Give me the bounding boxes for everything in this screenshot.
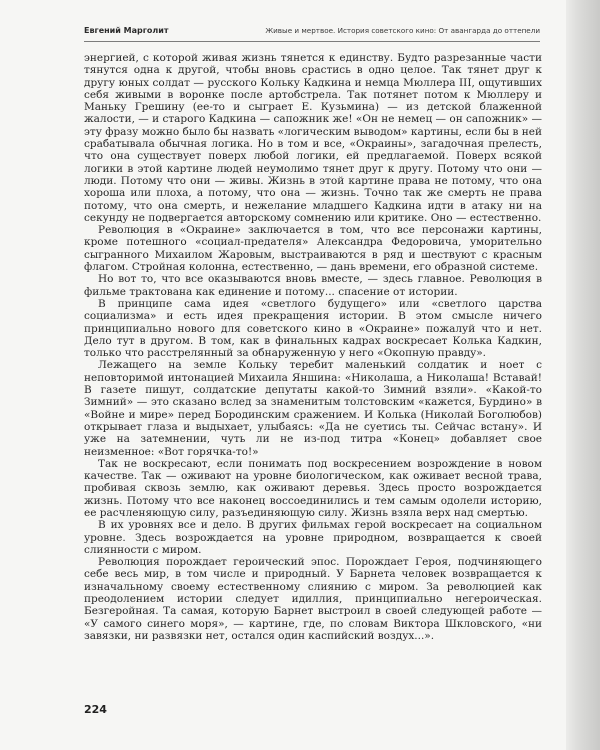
paragraph: энергией, с которой живая жизнь тянется к единству. Будто разрезанные части тянутся одна к другой, чтобы вновь срастись в одно целое. Так тянет друг к другу юных солдат — русского Кольку Кадкина и немца Мюллера III, ощутивших себя живыми в воронке после артобстрела. Так потянет потом к Мюллеру и Маньку Грешину (ее-то и сыграет Е. Кузьмина) — из детской блаженной жалости, — и старого Кадкина — сапожник же! «Он не немец — он сапожник» — эту фразу можно было бы назвать «логическим выводом» картины, если бы в ней срабатывала обычная логика. Но в том и все, «Окраины», загадочная прелесть, что она существует поверх любой логики, ей предлагаемой. Поверх всякой логики в этой картине людей неумолимо тянет друг к другу. Потому что они — люди. Потому что они — живы. Жизнь в этой картине права не потому, что она хороша или плоха, а потому, что она — жизнь. Точно так же смерть не права потому, что она смерть, и нежелание младшего Кадкина идти в атаку ни на секунду не подвергается авторскому сомнению или критике. Оно — естественно. [84,52,542,224]
paragraph: В принципе сама идея «светлого будущего» или «светлого царства социализма» и есть идея прекращения истории. В этом смысле ничего принципиально нового для советского кино в «Окраине» пожалуй что и нет. Дело тут в другом. В том, как в финальных кадрах воскресает Колька Кадкин, только что расстрелянный за обнаруженную у него «Окопную правду». [84,297,542,360]
header-rule [84,41,540,42]
paragraph: Но вот то, что все оказываются вновь вместе, — здесь главное. Революция в фильме трактована как единение и потому... спасение от истории. [84,273,542,298]
page-number: 224 [84,703,107,716]
paragraph: Лежащего на земле Кольку теребит маленький солдатик и ноет с неповторимой интонацией Михаила Яншина: «Николаша, а Николаша! Вставай! В газете пишут, солдатские депутаты какой-то Зимний взяли». «Какой-то Зимний» — это сказано вслед за знаменитым толстовским «кажется, Бурдино» в «Войне и мире» перед Бородинским сражением. И Колька (Николай Боголюбов) открывает глаза и выдыхает, улыбаясь: «Да не суетись ты. Сейчас встану». И уже на затемнении, чуть ли не из-под титра «Конец» добавляет свое неизменное: «Вот горячка-то!» [84,359,542,458]
book-spine-shadow [566,0,600,750]
paragraph: В их уровнях все и дело. В других фильмах герой воскресает на социальном уровне. Здесь возрождается на уровне природном, возвращается к своей слиянности с миром. [84,519,542,556]
page-body [84,52,542,658]
paragraph: Революция порождает героический эпос. Порождает Героя, подчиняющего себе весь мир, в том числе и природный. У Барнета человек возвращается к изначальному своему естественному слиянию с миром. За революцией как преодолением истории следует идиллия, принципиально негероическая. Безгеройная. Та самая, которую Барнет выстроил в своей следующей работе — «У самого синего моря», — картине, где, по словам Виктора Шкловского, «ни завязки, ни развязки нет, остался один каспийский воздух...». [84,556,542,642]
header-author: Евгений Марголит [84,26,169,35]
header-book-title: Живые и мертвое. История советского кино: От авангарда до оттепели [265,26,540,35]
paragraph: Революция в «Окраине» заключается в том, что все персонажи картины, кроме потешного «социал-предателя» Александра Федоровича, уморительно сыгранного Михаилом Жаровым, выстраиваются в ряд и шествуют с красным флагом. Стройная колонна, естественно, — дань времени, его образной системе. [84,224,542,274]
running-header [84,22,540,42]
paragraph: Так не воскресают, если понимать под воскресением возрождение в новом качестве. Так — оживают на уровне биологическом, как оживает весной трава, пробивая сквозь землю, как оживают деревья. Здесь просто возрождается жизнь. Потому что все наконец воссоединились и тем самым одолели историю, ее расчленяющую силу, разъединяющую силу. Жизнь взяла верх над смертью. [84,457,542,519]
